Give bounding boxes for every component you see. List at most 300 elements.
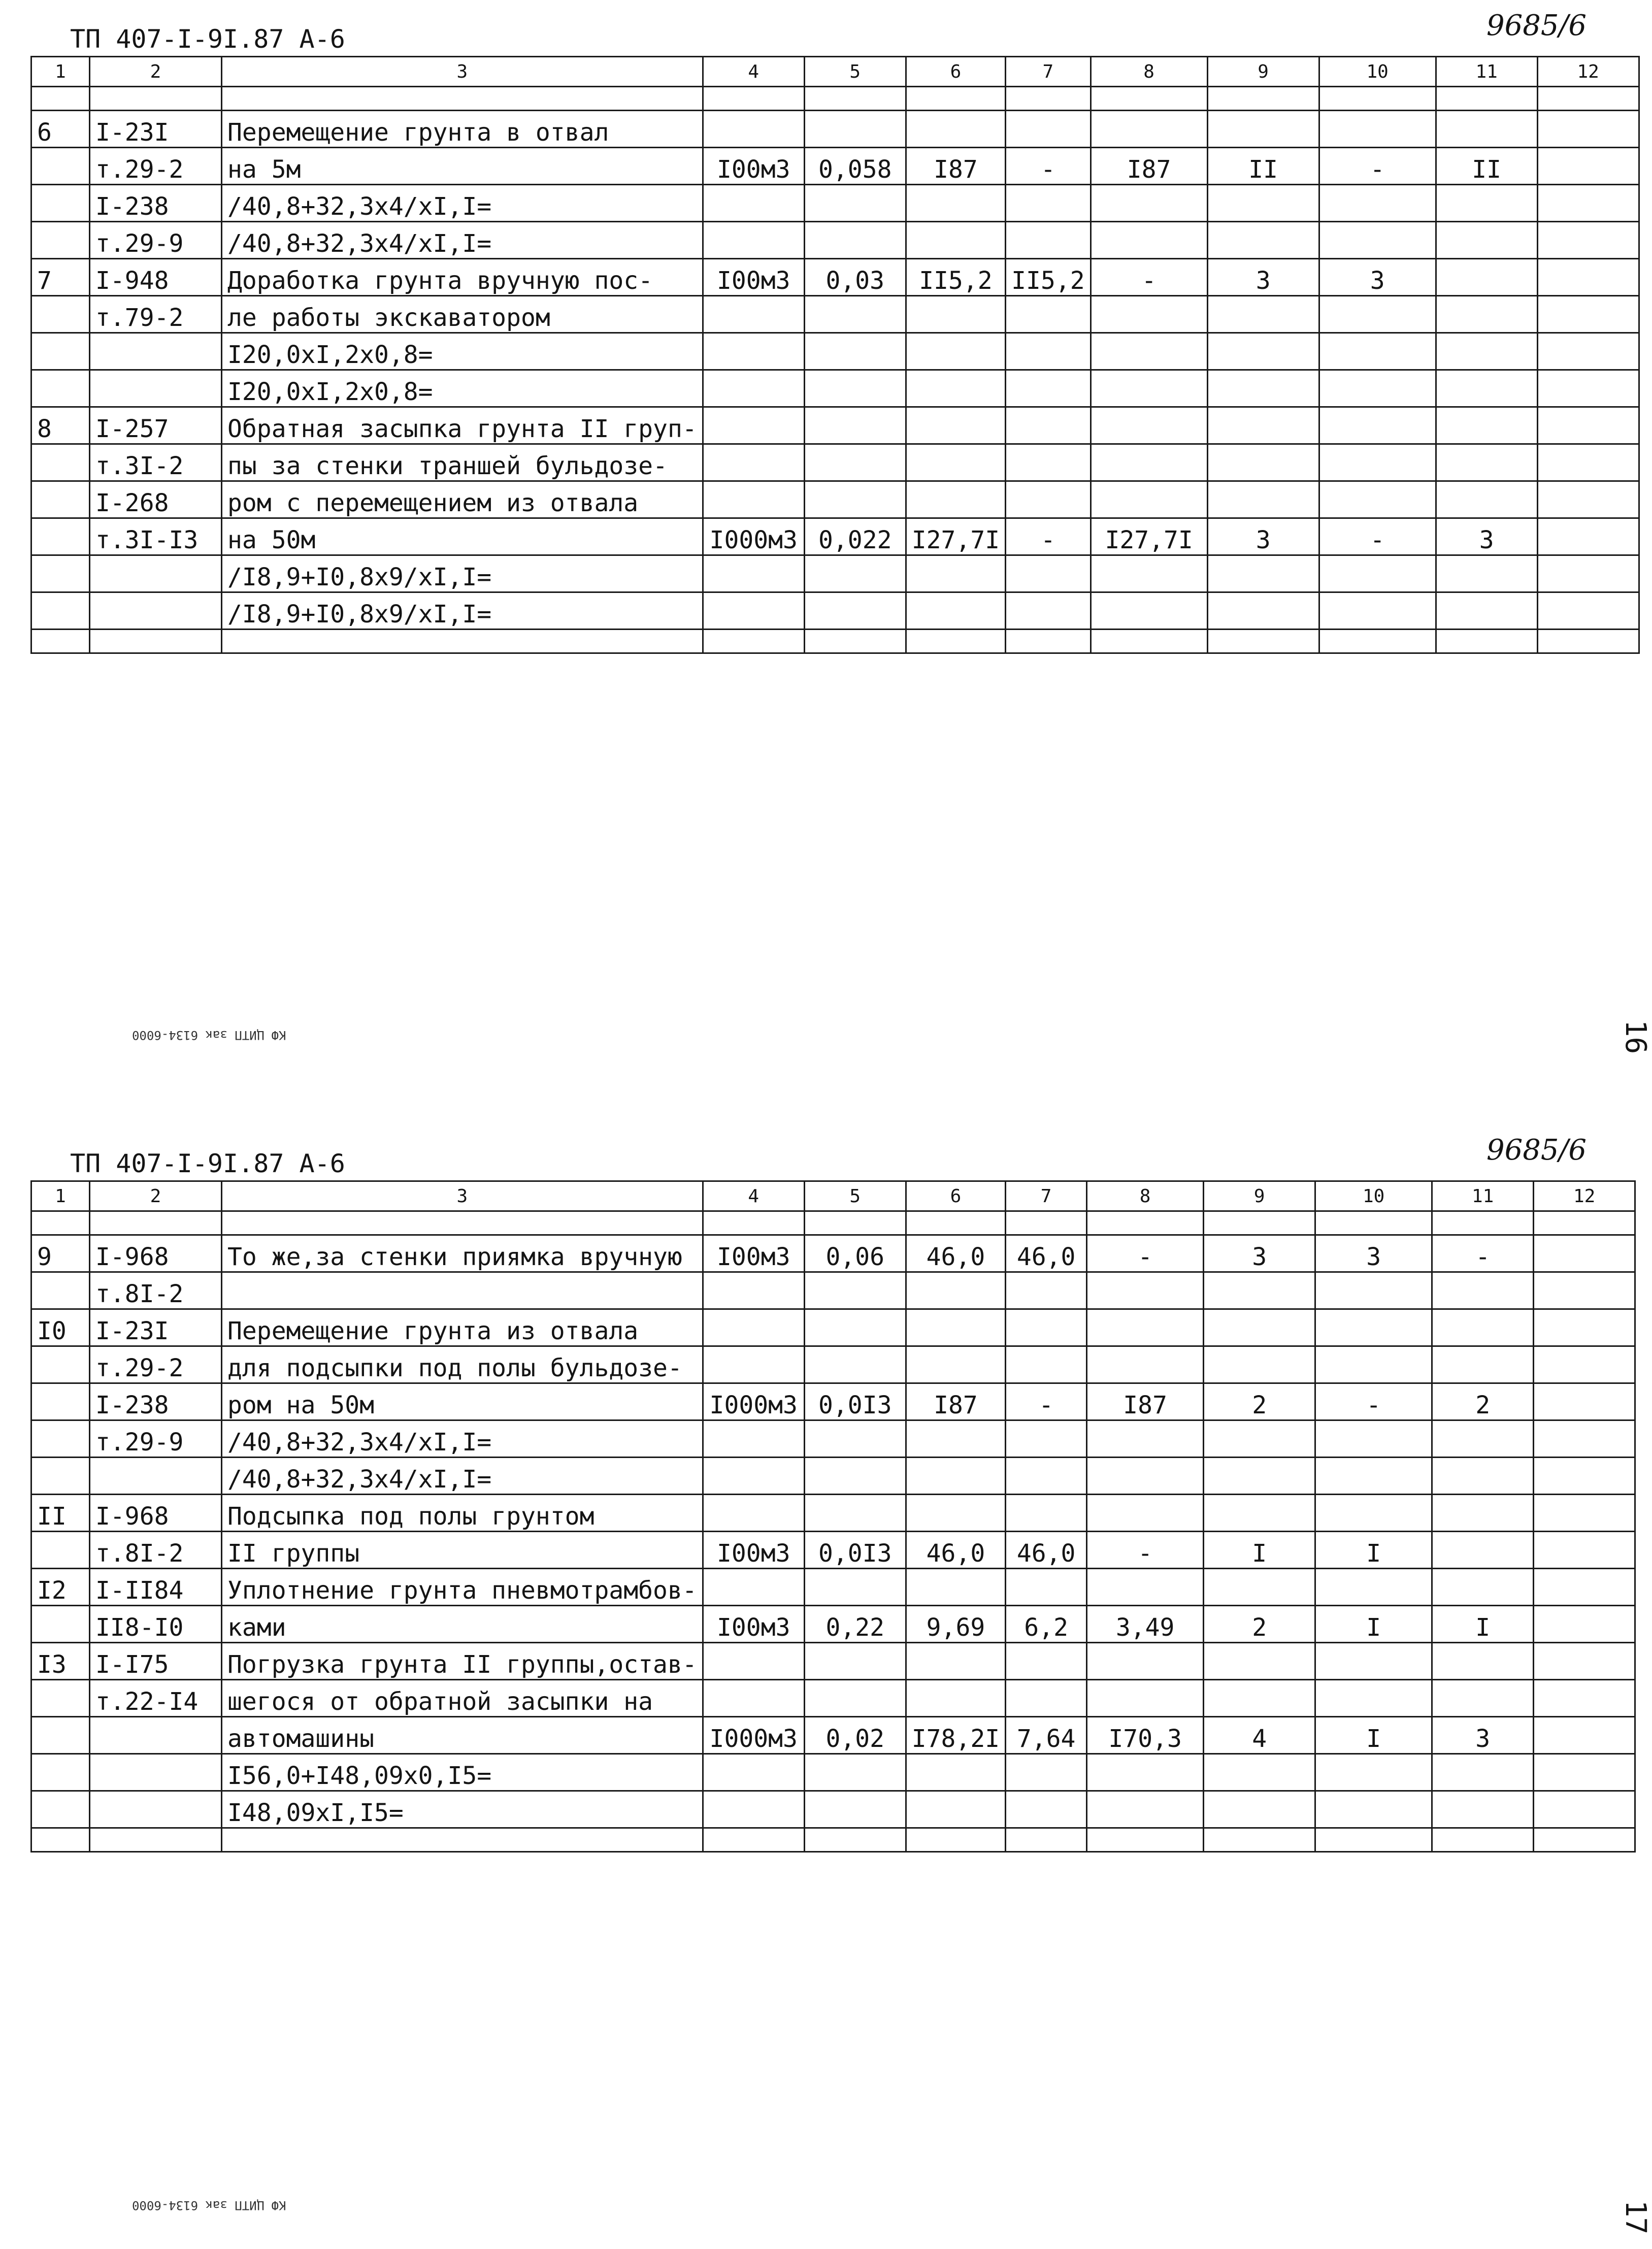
table-cell: 2 (1432, 1383, 1534, 1420)
table-cell (31, 296, 90, 333)
table-cell: Уплотнение грунта пневмотрамбов- (222, 1569, 703, 1606)
table-cell (1006, 630, 1091, 653)
table-cell (1436, 370, 1537, 407)
table-cell (703, 1828, 804, 1852)
table-cell (804, 444, 906, 481)
column-header: 11 (1436, 57, 1537, 87)
table-cell (1537, 185, 1639, 222)
table-row (31, 1235, 1635, 1272)
column-header: 10 (1319, 57, 1436, 87)
table-cell: 3 (1207, 259, 1319, 296)
table-cell: т.29-9 (90, 222, 222, 259)
table-cell (804, 1495, 906, 1532)
printer-stamp: КФ ЦИТП зак 6134-6000 (132, 1028, 286, 1042)
table-cell: /40,8+32,3х4/хI,I= (222, 1458, 703, 1495)
table-row (31, 222, 1639, 259)
table-cell (31, 592, 90, 630)
column-header: 12 (1534, 1181, 1635, 1211)
table-cell: 0,022 (804, 518, 906, 555)
table-cell: - (1432, 1235, 1534, 1272)
table-cell (1204, 1643, 1315, 1680)
table-cell (703, 111, 804, 148)
table-cell (804, 1211, 906, 1235)
table-cell (1207, 444, 1319, 481)
table-cell (1315, 1754, 1432, 1791)
table-cell: I (1315, 1606, 1432, 1643)
table-cell: II8-I0 (90, 1606, 222, 1643)
table-cell (1319, 407, 1436, 444)
table-row (31, 444, 1639, 481)
table-row (31, 592, 1639, 630)
table-cell (1207, 333, 1319, 370)
table-row (31, 333, 1639, 370)
table-cell (1432, 1532, 1534, 1569)
table-row (31, 1272, 1635, 1309)
table-cell (1436, 111, 1537, 148)
table-cell (1091, 87, 1207, 111)
table-cell: I48,09хI,I5= (222, 1791, 703, 1828)
table-cell (31, 1791, 90, 1828)
table-cell: ром с перемещением из отвала (222, 481, 703, 518)
table-cell (31, 1458, 90, 1495)
table-cell (1207, 87, 1319, 111)
table-cell: 3 (1436, 518, 1537, 555)
table-cell: - (1315, 1383, 1432, 1420)
table-cell (222, 87, 703, 111)
table-cell (1204, 1828, 1315, 1852)
table-cell (90, 1754, 222, 1791)
table-row (31, 407, 1639, 444)
table-cell: I87 (906, 148, 1005, 185)
table-cell: I-II84 (90, 1569, 222, 1606)
table-cell: /40,8+32,3х4/хI,I= (222, 185, 703, 222)
table-cell (804, 1754, 906, 1791)
table-cell (703, 1754, 804, 1791)
table-cell: - (1006, 148, 1091, 185)
table-row (31, 148, 1639, 185)
column-header: 7 (1006, 57, 1091, 87)
table-cell (804, 1309, 906, 1346)
table-cell (1537, 518, 1639, 555)
table-cell (1091, 407, 1207, 444)
table-cell: - (1087, 1532, 1204, 1569)
table-cell (1315, 1828, 1432, 1852)
table-cell (1091, 444, 1207, 481)
table-cell (1006, 1346, 1087, 1383)
table-cell: 6 (31, 111, 90, 148)
table-cell (1436, 259, 1537, 296)
table-cell (1091, 370, 1207, 407)
table-cell (1006, 222, 1091, 259)
table-cell (703, 555, 804, 592)
table-cell (703, 444, 804, 481)
table-cell (906, 630, 1005, 653)
table-cell: 3 (1319, 259, 1436, 296)
table-cell (31, 630, 90, 653)
table-cell (1087, 1828, 1204, 1852)
table-cell (1315, 1272, 1432, 1309)
table-cell (1537, 87, 1639, 111)
table-cell (1315, 1458, 1432, 1495)
table-cell (703, 296, 804, 333)
table-cell (1091, 296, 1207, 333)
table-cell: /I8,9+I0,8х9/хI,I= (222, 555, 703, 592)
table-cell (1436, 444, 1537, 481)
table-cell (804, 87, 906, 111)
table-cell (804, 555, 906, 592)
column-header: 4 (703, 1181, 804, 1211)
table-cell (906, 1272, 1005, 1309)
table-cell (703, 1569, 804, 1606)
table-cell (1432, 1346, 1534, 1383)
sheet-2 (0, 1124, 1652, 2249)
table-cell: т.22-I4 (90, 1680, 222, 1717)
table-cell (1006, 87, 1091, 111)
table-cell (31, 1606, 90, 1643)
table-cell (1091, 185, 1207, 222)
table-cell (1006, 592, 1091, 630)
table-cell (31, 370, 90, 407)
table-cell (1204, 1754, 1315, 1791)
table-cell (1204, 1346, 1315, 1383)
table-cell (1006, 1754, 1087, 1791)
table-cell: 3 (1315, 1235, 1432, 1272)
table-cell (804, 1272, 906, 1309)
table-cell (1087, 1420, 1204, 1458)
table-cell (804, 592, 906, 630)
table-cell: - (1006, 518, 1091, 555)
table-cell (1006, 370, 1091, 407)
table-cell (222, 1272, 703, 1309)
table-cell (906, 444, 1005, 481)
table-cell (1319, 87, 1436, 111)
column-header: 2 (90, 1181, 222, 1211)
table-cell: I3 (31, 1643, 90, 1680)
column-header: 1 (31, 57, 90, 87)
table-cell (1537, 592, 1639, 630)
table-cell (1087, 1458, 1204, 1495)
column-header: 7 (1006, 1181, 1087, 1211)
table-cell (1432, 1680, 1534, 1717)
table-cell: т.8I-2 (90, 1532, 222, 1569)
table-cell (1087, 1309, 1204, 1346)
table-cell (1432, 1754, 1534, 1791)
table-cell (1319, 630, 1436, 653)
table-cell (703, 1643, 804, 1680)
table-cell (1432, 1643, 1534, 1680)
table-cell (1534, 1346, 1635, 1383)
table-cell: I-948 (90, 259, 222, 296)
column-header-row (31, 57, 1639, 87)
table-cell (1091, 481, 1207, 518)
table-cell: I00м3 (703, 259, 804, 296)
table-cell: I-238 (90, 185, 222, 222)
table-cell (90, 370, 222, 407)
column-header: 3 (222, 57, 703, 87)
table-cell: Перемещение грунта из отвала (222, 1309, 703, 1346)
table-cell (703, 481, 804, 518)
table-cell: 3 (1204, 1235, 1315, 1272)
table-cell (906, 1211, 1005, 1235)
table-cell: То же,за стенки приямка вручную (222, 1235, 703, 1272)
table-cell: I00м3 (703, 1532, 804, 1569)
table-cell (31, 1383, 90, 1420)
table-cell: Обратная засыпка грунта II груп- (222, 407, 703, 444)
table-cell (1534, 1680, 1635, 1717)
table-row (31, 1606, 1635, 1643)
table-cell (804, 222, 906, 259)
table-cell (31, 1754, 90, 1791)
table-cell: I87 (1091, 148, 1207, 185)
table-cell: ками (222, 1606, 703, 1643)
table-cell (1436, 592, 1537, 630)
table-row (31, 296, 1639, 333)
table-cell: I000м3 (703, 1717, 804, 1754)
table-cell (1207, 370, 1319, 407)
table-cell (31, 222, 90, 259)
table-cell (804, 1458, 906, 1495)
table-cell (906, 185, 1005, 222)
table-cell (703, 87, 804, 111)
column-header: 10 (1315, 1181, 1432, 1211)
table-cell (1315, 1569, 1432, 1606)
table-cell (1432, 1569, 1534, 1606)
table-cell (1006, 185, 1091, 222)
table-cell: 46,0 (906, 1235, 1005, 1272)
table-cell: I-I75 (90, 1643, 222, 1680)
table-cell (1006, 481, 1091, 518)
table-cell (1006, 555, 1091, 592)
page-number: 17 (1618, 2200, 1652, 2235)
table-cell (703, 185, 804, 222)
table-cell (1091, 592, 1207, 630)
table-cell (1537, 222, 1639, 259)
table-cell (1432, 1272, 1534, 1309)
table-cell (906, 592, 1005, 630)
table-row (31, 111, 1639, 148)
table-cell: автомашины (222, 1717, 703, 1754)
table-cell (1537, 444, 1639, 481)
table-row (31, 1791, 1635, 1828)
table-cell (1432, 1828, 1534, 1852)
table-cell (1207, 222, 1319, 259)
table-cell (90, 87, 222, 111)
table-row (31, 259, 1639, 296)
table-cell (804, 1569, 906, 1606)
table-cell (31, 1532, 90, 1569)
table-cell: 0,06 (804, 1235, 906, 1272)
table-cell: II5,2 (1006, 259, 1091, 296)
table-cell (906, 333, 1005, 370)
table-cell: ле работы экскаватором (222, 296, 703, 333)
table-cell (1436, 87, 1537, 111)
table-cell (703, 1791, 804, 1828)
table-cell (31, 1420, 90, 1458)
table-cell (222, 1211, 703, 1235)
table-cell: I (1315, 1717, 1432, 1754)
table-cell (1006, 1828, 1087, 1852)
table-cell: I-257 (90, 407, 222, 444)
table-cell: 0,02 (804, 1717, 906, 1754)
table-cell (1319, 555, 1436, 592)
table-cell (1436, 407, 1537, 444)
table-cell (222, 630, 703, 653)
table-cell (703, 407, 804, 444)
table-cell (906, 296, 1005, 333)
table-cell: на 50м (222, 518, 703, 555)
column-header: 3 (222, 1181, 703, 1211)
table-cell (906, 87, 1005, 111)
table-cell: на 5м (222, 148, 703, 185)
table-cell (1207, 555, 1319, 592)
table-cell (804, 1643, 906, 1680)
column-header: 12 (1537, 57, 1639, 87)
table-cell (1087, 1569, 1204, 1606)
table-cell (906, 481, 1005, 518)
table-cell (1534, 1309, 1635, 1346)
table-cell (804, 333, 906, 370)
table-row (31, 1754, 1635, 1791)
table-cell: т.3I-I3 (90, 518, 222, 555)
table-cell (804, 370, 906, 407)
table-cell (906, 555, 1005, 592)
table-row (31, 1532, 1635, 1569)
table-cell: пы за стенки траншей бульдозе- (222, 444, 703, 481)
table-cell (906, 407, 1005, 444)
table-cell (1315, 1420, 1432, 1458)
table-row (31, 1495, 1635, 1532)
table-cell (906, 370, 1005, 407)
table-cell: - (1091, 259, 1207, 296)
table-cell (31, 148, 90, 185)
table-cell: I27,7I (906, 518, 1005, 555)
table-cell: I-23I (90, 111, 222, 148)
table-cell (804, 111, 906, 148)
table-cell: I00м3 (703, 148, 804, 185)
table-cell: I00м3 (703, 1606, 804, 1643)
table-row (31, 1828, 1635, 1852)
column-header: 8 (1091, 57, 1207, 87)
table-cell (1204, 1458, 1315, 1495)
table-cell (1207, 111, 1319, 148)
column-header: 4 (703, 57, 804, 87)
table-cell (1432, 1309, 1534, 1346)
document-number: 9685/6 (1486, 1134, 1587, 1167)
table-cell (1207, 296, 1319, 333)
table-cell (90, 333, 222, 370)
table-cell (1207, 481, 1319, 518)
table-cell: 0,0I3 (804, 1383, 906, 1420)
table-cell (1087, 1791, 1204, 1828)
table-cell (1436, 185, 1537, 222)
table-cell: 2 (1204, 1606, 1315, 1643)
table-cell (1534, 1569, 1635, 1606)
column-header: 8 (1087, 1181, 1204, 1211)
table-cell (1537, 296, 1639, 333)
table-cell: 9 (31, 1235, 90, 1272)
table-cell (1432, 1211, 1534, 1235)
table-cell (1207, 592, 1319, 630)
table-cell (1436, 555, 1537, 592)
table-cell (1534, 1383, 1635, 1420)
table-cell (31, 481, 90, 518)
table-cell: 3 (1432, 1717, 1534, 1754)
table-cell (906, 1495, 1005, 1532)
table-cell: I20,0хI,2х0,8= (222, 333, 703, 370)
table-cell: I (1315, 1532, 1432, 1569)
table-cell: 7,64 (1006, 1717, 1087, 1754)
table-row (31, 1420, 1635, 1458)
table-row (31, 1680, 1635, 1717)
table-cell (1319, 111, 1436, 148)
table-cell (703, 1309, 804, 1346)
column-header: 11 (1432, 1181, 1534, 1211)
table-cell (1432, 1420, 1534, 1458)
table-cell (1204, 1420, 1315, 1458)
table-cell (90, 1211, 222, 1235)
table-cell (1534, 1791, 1635, 1828)
table-cell: I000м3 (703, 1383, 804, 1420)
table-cell (31, 1680, 90, 1717)
table-cell: 4 (1204, 1717, 1315, 1754)
table-cell: II (1436, 148, 1537, 185)
table-cell (1091, 222, 1207, 259)
column-header: 9 (1207, 57, 1319, 87)
table-cell (703, 1420, 804, 1458)
table-cell (804, 630, 906, 653)
table-cell (906, 111, 1005, 148)
table-cell (31, 87, 90, 111)
table-cell: I-268 (90, 481, 222, 518)
table-row (31, 1458, 1635, 1495)
table-row (31, 370, 1639, 407)
page-number: 16 (1618, 1019, 1652, 1054)
column-header: 9 (1204, 1181, 1315, 1211)
table-cell: т.29-9 (90, 1420, 222, 1458)
table-cell (1432, 1458, 1534, 1495)
table-cell (804, 407, 906, 444)
table-cell (1319, 185, 1436, 222)
table-cell (804, 296, 906, 333)
table-cell (1319, 333, 1436, 370)
table-cell (1207, 185, 1319, 222)
table-cell (1534, 1643, 1635, 1680)
table-cell (1207, 630, 1319, 653)
table-cell: I56,0+I48,09х0,I5= (222, 1754, 703, 1791)
table-cell (1204, 1211, 1315, 1235)
table-cell: - (1006, 1383, 1087, 1420)
table-cell: /40,8+32,3х4/хI,I= (222, 222, 703, 259)
table-cell (1537, 259, 1639, 296)
table-cell (1319, 370, 1436, 407)
table-cell: Доработка грунта вручную пос- (222, 259, 703, 296)
table-cell: 0,22 (804, 1606, 906, 1643)
table-cell: I-968 (90, 1495, 222, 1532)
table-cell (1006, 1420, 1087, 1458)
table-cell (1319, 222, 1436, 259)
table-cell: I0 (31, 1309, 90, 1346)
table-cell (1006, 444, 1091, 481)
table-cell (906, 1643, 1005, 1680)
table-cell: I-238 (90, 1383, 222, 1420)
table-cell (1087, 1754, 1204, 1791)
table-cell (90, 555, 222, 592)
table-cell: Подсыпка под полы грунтом (222, 1495, 703, 1532)
table-cell (1091, 111, 1207, 148)
table-cell (1534, 1458, 1635, 1495)
table-cell (804, 1346, 906, 1383)
table-cell (1006, 1495, 1087, 1532)
